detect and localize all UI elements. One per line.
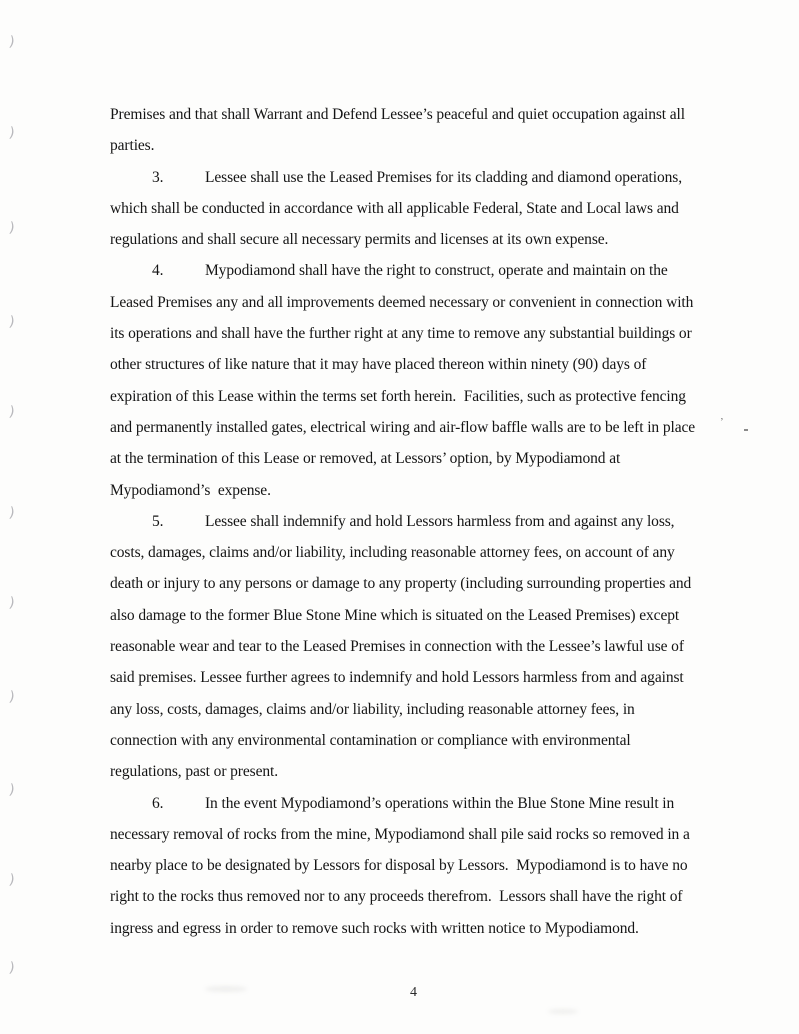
scan-artifact-dash xyxy=(744,429,748,431)
scan-artifact-mark: ) xyxy=(7,504,16,522)
text-body xyxy=(110,99,758,944)
document-line: at the termination of this Lease or removed, at Lessors’ option, by Mypodiamond at xyxy=(110,450,621,468)
page-number: 4 xyxy=(410,985,417,1000)
scan-artifact-mark: ) xyxy=(7,403,16,421)
document-line: ingress and egress in order to remove such rocks with written notice to Mypodiamond. xyxy=(110,919,639,937)
document-line: parties. xyxy=(110,137,155,155)
document-line: 3. Lessee shall use the Leased Premises for its cladding and diamond operations, xyxy=(110,162,758,193)
scan-artifact-mark: ) xyxy=(7,33,16,51)
document-line: regulations, past or present. xyxy=(110,763,278,781)
document-line: regulations and shall secure all necessary permits and licenses at its own expense. xyxy=(110,231,609,249)
document-line: nearby place to be designated by Lessors for disposal by Lessors. Mypodiamond is to have no xyxy=(110,857,688,875)
document-line: Premises and that shall Warrant and Defend Lessee’s peaceful and quiet occupation against all xyxy=(110,106,685,123)
document-line: reasonable wear and tear to the Leased Premises in connection with the Lessee’s lawful use of xyxy=(110,638,684,656)
document-line: connection with any environmental contamination or compliance with environmental xyxy=(110,731,631,749)
document-line: which shall be conducted in accordance with all applicable Federal, State and Local laws and xyxy=(110,199,679,217)
left-margin-scan-artifacts xyxy=(0,0,30,1034)
document-line: and permanently installed gates, electrical wiring and air-flow baffle walls are to be left in place xyxy=(110,418,696,436)
document-line: 4. Mypodiamond shall have the right to construct, operate and maintain on the xyxy=(110,255,758,286)
scan-artifact-mark: ) xyxy=(7,313,16,331)
document-line: 5. Lessee shall indemnify and hold Lessors harmless from and against any loss, xyxy=(110,506,758,537)
document-line: Leased Premises any and all improvements deemed necessary or convenient in connection with xyxy=(110,293,694,311)
scan-artifact-mark: ) xyxy=(7,219,16,237)
document-line: costs, damages, claims and/or liability, including reasonable attorney fees, on account of any xyxy=(110,544,675,562)
document-line: necessary removal of rocks from the mine, Mypodiamond shall pile said rocks so removed in a xyxy=(110,825,690,843)
document-line: Mypodiamond’s expense. xyxy=(110,481,271,499)
document-line: 6. In the event Mypodiamond’s operations within the Blue Stone Mine result in xyxy=(110,788,758,819)
scan-artifact-mark: ) xyxy=(7,959,16,977)
document-line: any loss, costs, damages, claims and/or liability, including reasonable attorney fees, in xyxy=(110,700,635,718)
document-line: death or injury to any persons or damage to any property (including surrounding properties and xyxy=(110,575,692,593)
document-line: right to the rocks thus removed nor to any proceeds therefrom. Lessors shall have the right of xyxy=(110,888,683,906)
scan-smudge xyxy=(548,1009,578,1014)
document-line: other structures of like nature that it may have placed thereon within ninety (90) days of xyxy=(110,356,647,374)
scan-artifact-mark: ) xyxy=(7,781,16,799)
scan-artifact-tick: ’ xyxy=(720,416,724,428)
scan-smudge xyxy=(205,986,247,992)
document-line: said premises. Lessee further agrees to indemnify and hold Lessors harmless from and against xyxy=(110,669,684,687)
scan-artifact-mark: ) xyxy=(7,124,16,142)
paragraph-number: 4. xyxy=(152,262,164,280)
scan-artifact-mark: ) xyxy=(7,688,16,706)
paragraph-number: 6. xyxy=(152,794,164,812)
paragraph-number: 5. xyxy=(152,512,164,530)
paragraph-number: 3. xyxy=(152,168,164,186)
document-line: also damage to the former Blue Stone Mine which is situated on the Leased Premises) except xyxy=(110,606,680,624)
document-line: expiration of this Lease within the terms set forth herein. Facilities, such as protective fencing xyxy=(110,387,686,405)
scan-artifact-mark: ) xyxy=(7,594,16,612)
document-line: its operations and shall have the further right at any time to remove any substantial buildings or xyxy=(110,325,692,343)
scan-artifact-mark: ) xyxy=(7,871,16,889)
